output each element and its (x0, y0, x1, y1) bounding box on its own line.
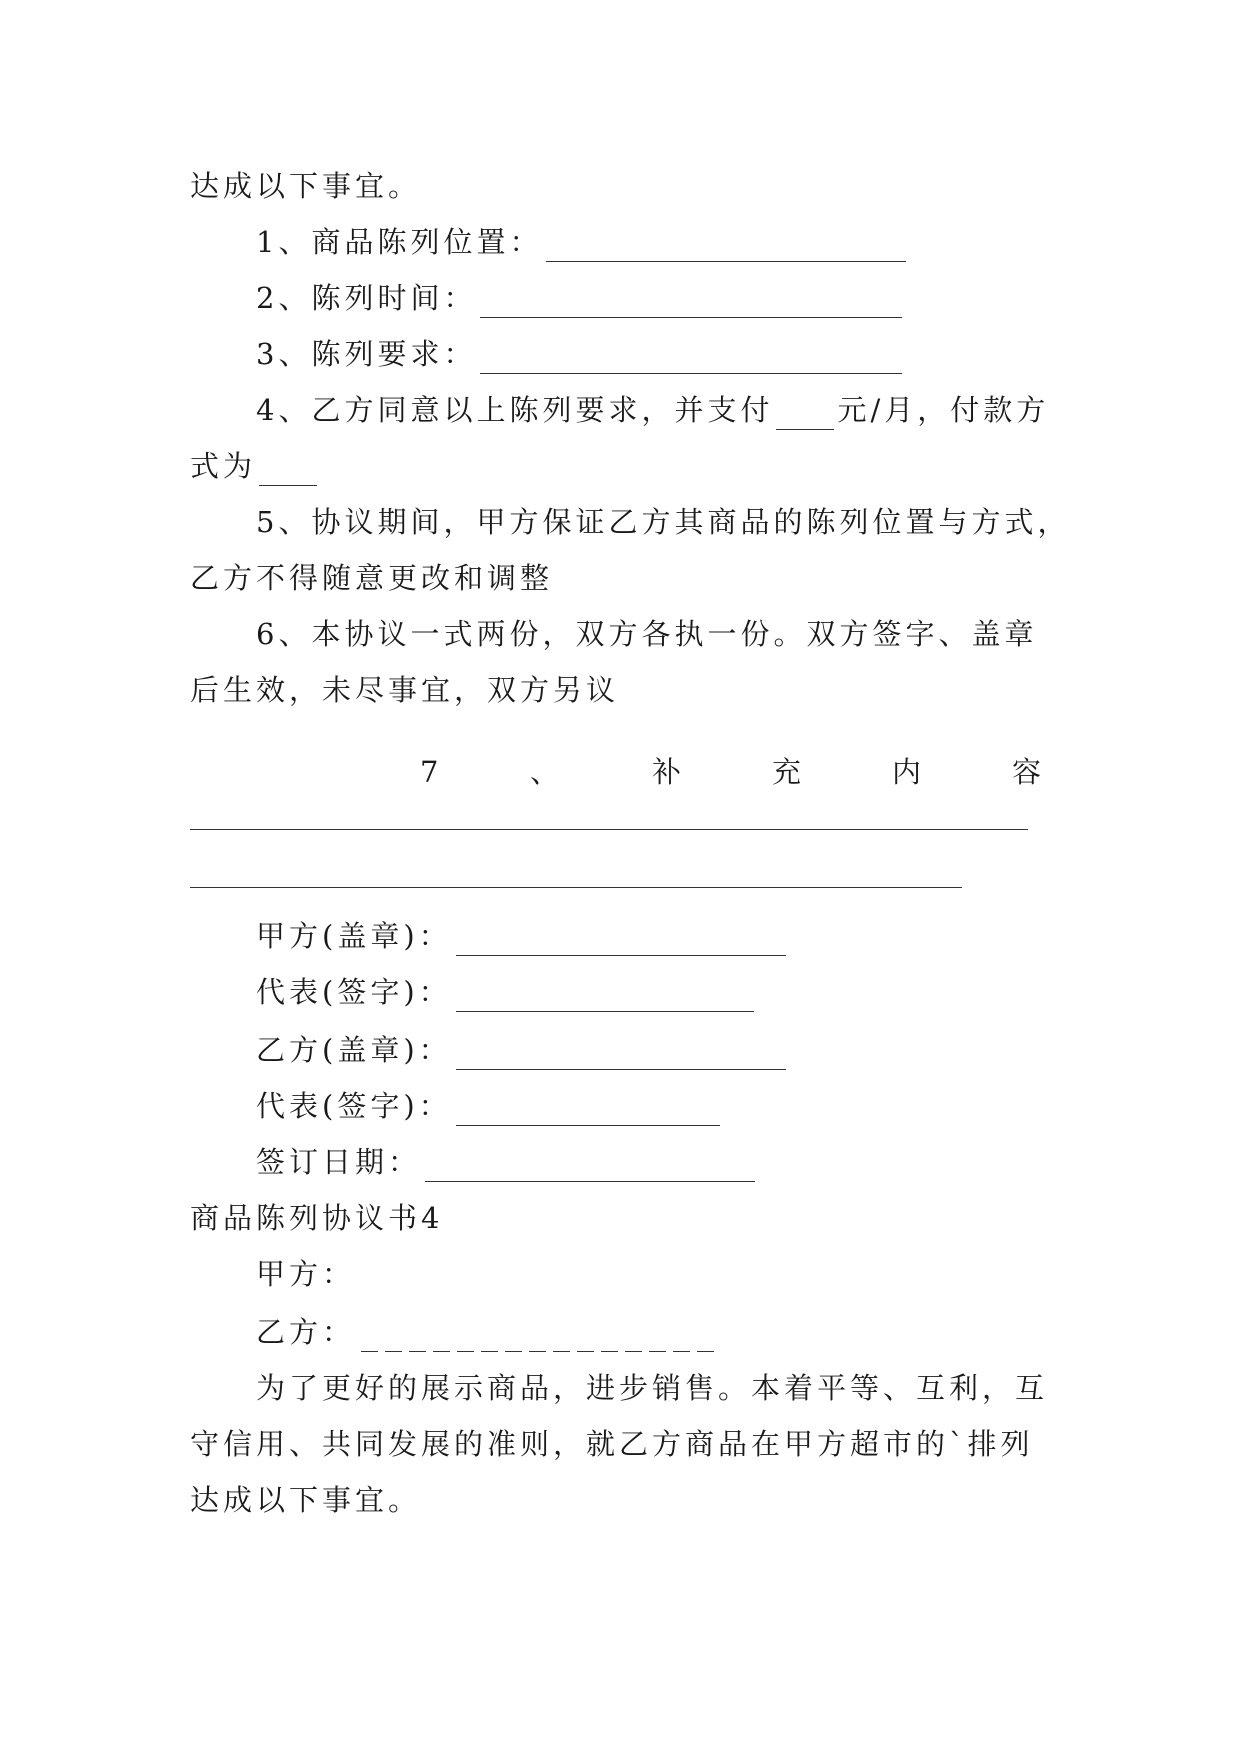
item-6 (256, 614, 1037, 654)
paragraph-line (256, 1368, 1048, 1408)
blank-field (776, 399, 834, 430)
text: 守信用、共同发展的准则，就乙方商品在甲方超市的`排列 (190, 1427, 1034, 1461)
text: 后生效，未尽事宜，双方另议 (190, 673, 620, 707)
text-line (190, 166, 421, 206)
label: 代表(签字)： (256, 975, 452, 1009)
label: 元/月，付款方 (837, 393, 1050, 427)
dashed-blank (361, 1322, 721, 1352)
item-payment-cont (190, 446, 320, 486)
blank-field (480, 287, 902, 318)
party-a (256, 1254, 355, 1294)
blank-field (456, 1095, 720, 1126)
spread-char: 容 (1012, 755, 1042, 789)
section-title (190, 1198, 443, 1238)
label: 2、陈列时间： (256, 281, 477, 315)
item-5 (256, 502, 1070, 542)
text: 5、协议期间，甲方保证乙方其商品的陈列位置与方式， (256, 505, 1071, 539)
text: 乙方不得随意更改和调整 (190, 561, 554, 595)
paragraph-line (190, 1480, 421, 1520)
label: 甲方： (256, 1257, 356, 1291)
party-b-seal (256, 1030, 786, 1070)
spread-char: 补 (652, 755, 682, 789)
blank-rule (190, 828, 1028, 830)
label: 乙方： (256, 1315, 356, 1349)
text: 6、本协议一式两份，双方各执一份。双方签字、盖章 (256, 617, 1038, 651)
blank-rule (190, 886, 962, 888)
blank-field (456, 1039, 786, 1070)
party-b (256, 1312, 721, 1352)
blank-field (456, 925, 786, 956)
text: 达成以下事宜。 (190, 1483, 422, 1517)
spread-char: 充 (772, 755, 802, 789)
title-text: 商品陈列协议书4 (190, 1201, 444, 1235)
label: 代表(签字)： (256, 1089, 452, 1123)
item-display-time (256, 278, 902, 318)
rep-b-sign (256, 1086, 720, 1126)
blank-field (456, 981, 754, 1012)
sign-date (256, 1142, 755, 1182)
label: 乙方(盖章)： (256, 1033, 452, 1067)
item-payment (256, 390, 1049, 430)
spread-char: 7 (420, 755, 439, 789)
paragraph-line (190, 1424, 1034, 1464)
item-6-cont (190, 670, 619, 710)
label: 3、陈列要求： (256, 337, 477, 371)
label: 签订日期： (256, 1145, 422, 1179)
spread-char: 、 (530, 755, 560, 789)
party-a-seal (256, 916, 786, 956)
text: 达成以下事宜。 (190, 169, 422, 203)
rep-a-sign (256, 972, 754, 1012)
label: 1、商品陈列位置： (256, 225, 543, 259)
item-5-cont (190, 558, 553, 598)
label: 4、乙方同意以上陈列要求，并支付 (256, 393, 774, 427)
item-display-requirements (256, 334, 902, 374)
blank-field (480, 343, 902, 374)
blank-field (546, 231, 906, 262)
item-display-location (256, 222, 906, 262)
blank-field (259, 455, 317, 486)
label: 式为 (190, 449, 257, 483)
text: 为了更好的展示商品，进步销售。本着平等、互利，互 (256, 1371, 1049, 1405)
blank-field (425, 1151, 755, 1182)
spread-char: 内 (892, 755, 922, 789)
label: 甲方(盖章)： (256, 919, 452, 953)
